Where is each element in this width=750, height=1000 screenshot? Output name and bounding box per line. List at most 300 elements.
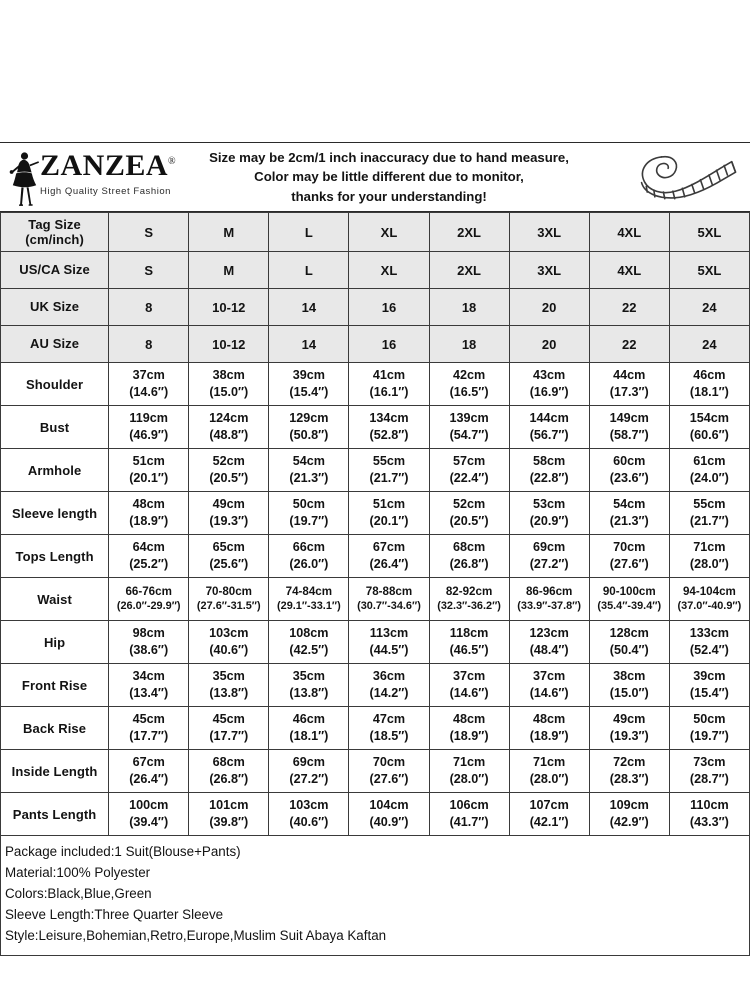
value-cm: 51cm: [372, 497, 406, 512]
row-label-front-rise: Front Rise: [1, 664, 109, 707]
brand-name-text: ZANZEA: [40, 149, 169, 182]
cell-tag-size-2xl: 2XL: [429, 213, 509, 252]
value-cm: 149cm: [609, 411, 649, 426]
value-cm: 133cm: [689, 626, 729, 641]
cell-pants-length-l: [269, 793, 349, 836]
value-cm: 66-76cm: [125, 585, 172, 599]
cell-uk-m: 10-12: [189, 289, 269, 326]
cell-hip-4xl: [589, 621, 669, 664]
table-row-hip: [1, 621, 750, 664]
cell-us-ca-m: M: [189, 252, 269, 289]
value-inch: (13.4″): [129, 686, 169, 700]
table-row-tag-size: [1, 213, 750, 252]
value-inch: (13.8″): [209, 686, 249, 700]
value-inch: (38.6″): [129, 643, 169, 657]
value-inch: (20.5″): [449, 514, 489, 528]
cell-tops-length-3xl: [509, 535, 589, 578]
value-cm: 70-80cm: [205, 585, 252, 599]
value-inch: (28.0″): [689, 557, 729, 571]
cell-pants-length-4xl: [589, 793, 669, 836]
value-cm: 98cm: [132, 626, 165, 641]
value-cm: 39cm: [693, 669, 726, 684]
cell-hip-5xl: [669, 621, 749, 664]
value-cm: 35cm: [212, 669, 245, 684]
cell-pants-length-s: [109, 793, 189, 836]
value-inch: (24.0″): [689, 471, 729, 485]
cell-sleeve-length-s: [109, 492, 189, 535]
cell-waist-l: [269, 578, 349, 621]
value-inch: (43.3″): [689, 815, 729, 829]
value-cm: 134cm: [369, 411, 409, 426]
value-cm: 45cm: [212, 712, 245, 727]
value-inch: (15.0″): [609, 686, 649, 700]
value-cm: 107cm: [529, 798, 569, 813]
row-label-waist: Waist: [1, 578, 109, 621]
value-inch: (21.7″): [369, 471, 409, 485]
cell-tag-size-5xl: 5XL: [669, 213, 749, 252]
value-cm: 70cm: [613, 540, 646, 555]
value-inch: (19.3″): [609, 729, 649, 743]
value-cm: 47cm: [372, 712, 406, 727]
cell-tag-size-l: L: [269, 213, 349, 252]
cell-tag-size-xl: XL: [349, 213, 429, 252]
cell-inside-length-5xl: [669, 750, 749, 793]
cell-tops-length-5xl: [669, 535, 749, 578]
chart-header-banner: [0, 142, 750, 212]
value-cm: 74-84cm: [285, 585, 333, 599]
value-cm: 35cm: [292, 669, 325, 684]
value-inch: (15.0″): [209, 385, 249, 399]
value-inch: (17.7″): [129, 729, 169, 743]
value-inch: (40.6″): [209, 643, 249, 657]
value-inch: (18.5″): [369, 729, 409, 743]
value-cm: 46cm: [292, 712, 325, 727]
value-cm: 109cm: [609, 798, 649, 813]
size-table: [0, 212, 750, 836]
cell-tag-size-s: S: [109, 213, 189, 252]
row-label-bust: Bust: [1, 406, 109, 449]
value-cm: 50cm: [292, 497, 325, 512]
row-label-armhole: Armhole: [1, 449, 109, 492]
value-inch: (15.4″): [689, 686, 729, 700]
cell-inside-length-2xl: [429, 750, 509, 793]
value-cm: 154cm: [689, 411, 729, 426]
cell-tops-length-m: [189, 535, 269, 578]
value-inch: (23.6″): [609, 471, 649, 485]
cell-tops-length-xl: [349, 535, 429, 578]
cell-us-ca-l: L: [269, 252, 349, 289]
value-cm: 100cm: [129, 798, 169, 813]
value-inch: (39.8″): [209, 815, 249, 829]
cell-shoulder-l: [269, 363, 349, 406]
cell-pants-length-m: [189, 793, 269, 836]
cell-au-3xl: 20: [509, 326, 589, 363]
value-inch: (28.0″): [529, 772, 569, 786]
row-label-pants-length: Pants Length: [1, 793, 109, 836]
value-inch: (26.8″): [449, 557, 489, 571]
value-cm: 67cm: [132, 755, 165, 770]
value-cm: 49cm: [212, 497, 245, 512]
cell-pants-length-xl: [349, 793, 429, 836]
cell-uk-4xl: 22: [589, 289, 669, 326]
cell-waist-s: [109, 578, 189, 621]
cell-front-rise-xl: [349, 664, 429, 707]
cell-au-s: 8: [109, 326, 189, 363]
value-cm: 104cm: [369, 798, 409, 813]
brand-tagline: High Quality Street Fashion: [40, 186, 172, 197]
value-inch: (40.9″): [369, 815, 409, 829]
table-row-bust: [1, 406, 750, 449]
value-inch: (16.9″): [529, 385, 569, 399]
value-cm: 123cm: [529, 626, 569, 641]
cell-back-rise-3xl: [509, 707, 589, 750]
measuring-tape-icon: [633, 147, 745, 208]
value-cm: 58cm: [533, 454, 566, 469]
cell-front-rise-m: [189, 664, 269, 707]
cell-back-rise-2xl: [429, 707, 509, 750]
cell-sleeve-length-2xl: [429, 492, 509, 535]
value-inch: (50.8″): [289, 428, 329, 442]
row-label-au-size: AU Size: [1, 326, 109, 363]
value-inch: (32.3″-36.2″): [437, 600, 501, 613]
cell-back-rise-xl: [349, 707, 429, 750]
value-cm: 69cm: [533, 540, 566, 555]
cell-bust-2xl: [429, 406, 509, 449]
cell-shoulder-xl: [349, 363, 429, 406]
cell-us-ca-4xl: 4XL: [589, 252, 669, 289]
cell-hip-2xl: [429, 621, 509, 664]
value-cm: 37cm: [533, 669, 566, 684]
notice-line-1: Size may be 2cm/1 inch inaccuracy due to hand measure,: [209, 149, 569, 165]
value-inch: (19.7″): [689, 729, 729, 743]
value-cm: 90-100cm: [602, 585, 656, 599]
table-row-us-ca-size: [1, 252, 750, 289]
cell-back-rise-5xl: [669, 707, 749, 750]
cell-us-ca-2xl: 2XL: [429, 252, 509, 289]
row-label-back-rise: Back Rise: [1, 707, 109, 750]
cell-tag-size-4xl: 4XL: [589, 213, 669, 252]
cell-waist-3xl: [509, 578, 589, 621]
cell-waist-5xl: [669, 578, 749, 621]
cell-back-rise-4xl: [589, 707, 669, 750]
cell-armhole-5xl: [669, 449, 749, 492]
value-cm: 103cm: [209, 626, 249, 641]
cell-front-rise-4xl: [589, 664, 669, 707]
value-inch: (27.6″): [369, 772, 409, 786]
table-row-waist: [1, 578, 750, 621]
cell-shoulder-s: [109, 363, 189, 406]
note-package: Package included:1 Suit(Blouse+Pants): [5, 844, 241, 859]
value-cm: 43cm: [533, 368, 566, 383]
value-cm: 50cm: [693, 712, 726, 727]
value-cm: 67cm: [372, 540, 406, 555]
cell-tops-length-l: [269, 535, 349, 578]
value-inch: (20.9″): [529, 514, 569, 528]
cell-bust-xl: [349, 406, 429, 449]
cell-shoulder-5xl: [669, 363, 749, 406]
value-cm: 128cm: [609, 626, 649, 641]
cell-pants-length-2xl: [429, 793, 509, 836]
value-cm: 65cm: [212, 540, 245, 555]
value-cm: 55cm: [372, 454, 406, 469]
cell-sleeve-length-3xl: [509, 492, 589, 535]
cell-shoulder-m: [189, 363, 269, 406]
cell-au-2xl: 18: [429, 326, 509, 363]
value-inch: (20.1″): [129, 471, 169, 485]
value-inch: (48.4″): [529, 643, 569, 657]
value-cm: 34cm: [132, 669, 165, 684]
cell-bust-m: [189, 406, 269, 449]
value-cm: 94-104cm: [682, 585, 736, 599]
value-cm: 37cm: [132, 368, 165, 383]
value-cm: 52cm: [452, 497, 486, 512]
notice-line-2: Color may be little different due to monitor,: [254, 169, 524, 185]
value-cm: 66cm: [292, 540, 325, 555]
cell-hip-3xl: [509, 621, 589, 664]
row-label-us-ca-size: US/CA Size: [1, 252, 109, 289]
cell-uk-xl: 16: [349, 289, 429, 326]
table-row-sleeve-length: [1, 492, 750, 535]
value-inch: (35.4″-39.4″): [597, 600, 662, 613]
value-inch: (14.6″): [129, 385, 169, 399]
brand-name: [40, 149, 176, 182]
cell-inside-length-4xl: [589, 750, 669, 793]
cell-waist-2xl: [429, 578, 509, 621]
value-inch: (29.1″-33.1″): [277, 600, 341, 613]
value-cm: 51cm: [132, 454, 165, 469]
value-cm: 86-96cm: [525, 585, 573, 599]
value-inch: (40.6″): [289, 815, 329, 829]
value-inch: (46.5″): [449, 643, 489, 657]
cell-armhole-l: [269, 449, 349, 492]
value-cm: 46cm: [693, 368, 726, 383]
value-inch: (14.2″): [369, 686, 409, 700]
note-colors: Colors:Black,Blue,Green: [5, 885, 152, 901]
value-cm: 41cm: [372, 368, 406, 383]
cell-pants-length-5xl: [669, 793, 749, 836]
cell-sleeve-length-5xl: [669, 492, 749, 535]
value-inch: (20.5″): [209, 471, 249, 485]
size-chart-sheet: [0, 142, 750, 956]
value-cm: 54cm: [292, 454, 325, 469]
value-cm: 64cm: [132, 540, 165, 555]
cell-tag-size-3xl: 3XL: [509, 213, 589, 252]
cell-uk-2xl: 18: [429, 289, 509, 326]
value-inch: (15.4″): [289, 385, 329, 399]
cell-waist-4xl: [589, 578, 669, 621]
cell-back-rise-l: [269, 707, 349, 750]
cell-shoulder-4xl: [589, 363, 669, 406]
cell-au-5xl: 24: [669, 326, 749, 363]
value-inch: (48.8″): [209, 428, 249, 442]
value-cm: 53cm: [533, 497, 566, 512]
value-inch: (26.4″): [129, 772, 169, 786]
value-inch: (17.7″): [209, 729, 249, 743]
value-inch: (37.0″-40.9″): [677, 600, 742, 613]
value-inch: (22.8″): [529, 471, 569, 485]
value-inch: (27.2″): [289, 772, 329, 786]
value-inch: (26.0″): [289, 557, 329, 571]
value-cm: 71cm: [533, 755, 566, 770]
value-cm: 48cm: [452, 712, 486, 727]
cell-sleeve-length-l: [269, 492, 349, 535]
value-inch: (21.3″): [289, 471, 329, 485]
table-row-shoulder: [1, 363, 750, 406]
cell-bust-5xl: [669, 406, 749, 449]
product-notes: [0, 836, 750, 956]
value-inch: (21.3″): [609, 514, 649, 528]
row-label-sleeve-length: Sleeve length: [1, 492, 109, 535]
cell-shoulder-2xl: [429, 363, 509, 406]
value-inch: (52.4″): [689, 643, 729, 657]
cell-uk-l: 14: [269, 289, 349, 326]
cell-armhole-4xl: [589, 449, 669, 492]
value-inch: (18.9″): [129, 514, 169, 528]
value-inch: (54.7″): [449, 428, 489, 442]
value-cm: 139cm: [449, 411, 489, 426]
cell-uk-5xl: 24: [669, 289, 749, 326]
row-label-shoulder: Shoulder: [1, 363, 109, 406]
value-inch: (58.7″): [609, 428, 649, 442]
measurement-notice: [178, 148, 628, 206]
value-cm: 36cm: [372, 669, 406, 684]
note-sleeve-length: Sleeve Length:Three Quarter Sleeve: [5, 906, 224, 922]
value-cm: 106cm: [449, 798, 489, 813]
value-cm: 101cm: [209, 798, 249, 813]
value-inch: (22.4″): [449, 471, 489, 485]
value-inch: (25.2″): [129, 557, 169, 571]
table-row-tops-length: [1, 535, 750, 578]
cell-shoulder-3xl: [509, 363, 589, 406]
cell-front-rise-5xl: [669, 664, 749, 707]
value-cm: 72cm: [613, 755, 646, 770]
value-cm: 37cm: [452, 669, 486, 684]
value-inch: (14.6″): [449, 686, 489, 700]
cell-armhole-m: [189, 449, 269, 492]
cell-front-rise-3xl: [509, 664, 589, 707]
cell-waist-xl: [349, 578, 429, 621]
cell-front-rise-s: [109, 664, 189, 707]
cell-sleeve-length-m: [189, 492, 269, 535]
cell-bust-s: [109, 406, 189, 449]
value-cm: 38cm: [212, 368, 245, 383]
woman-silhouette-icon: [8, 150, 42, 206]
value-inch: (26.8″): [209, 772, 249, 786]
cell-bust-4xl: [589, 406, 669, 449]
value-cm: 110cm: [690, 798, 729, 813]
value-inch: (25.6″): [209, 557, 249, 571]
value-cm: 113cm: [369, 626, 409, 641]
row-label-tops-length: Tops Length: [1, 535, 109, 578]
table-row-inside-length: [1, 750, 750, 793]
value-cm: 45cm: [132, 712, 165, 727]
cell-armhole-xl: [349, 449, 429, 492]
cell-sleeve-length-xl: [349, 492, 429, 535]
value-inch: (39.4″): [129, 815, 169, 829]
value-inch: (18.9″): [449, 729, 489, 743]
value-inch: (60.6″): [689, 428, 729, 442]
cell-uk-s: 8: [109, 289, 189, 326]
value-cm: 68cm: [452, 540, 486, 555]
cell-us-ca-xl: XL: [349, 252, 429, 289]
cell-bust-l: [269, 406, 349, 449]
value-cm: 71cm: [693, 540, 726, 555]
cell-tops-length-4xl: [589, 535, 669, 578]
cell-au-4xl: 22: [589, 326, 669, 363]
value-inch: (42.5″): [289, 643, 329, 657]
note-style: Style:Leisure,Bohemian,Retro,Europe,Muslim Suit Abaya Kaftan: [5, 927, 387, 943]
value-inch: (41.7″): [449, 815, 489, 829]
value-inch: (16.5″): [449, 385, 489, 399]
value-inch: (13.8″): [289, 686, 329, 700]
value-inch: (27.6″-31.5″): [196, 600, 261, 613]
value-cm: 78-88cm: [365, 585, 413, 599]
cell-hip-s: [109, 621, 189, 664]
value-inch: (27.6″): [609, 557, 649, 571]
value-inch: (42.9″): [609, 815, 649, 829]
cell-front-rise-l: [269, 664, 349, 707]
cell-tops-length-s: [109, 535, 189, 578]
value-cm: 108cm: [289, 626, 329, 641]
value-cm: 73cm: [693, 755, 726, 770]
table-row-back-rise: [1, 707, 750, 750]
value-inch: (56.7″): [529, 428, 569, 442]
table-row-pants-length: [1, 793, 750, 836]
value-cm: 44cm: [613, 368, 646, 383]
cell-bust-3xl: [509, 406, 589, 449]
value-cm: 61cm: [693, 454, 726, 469]
value-inch: (28.7″): [689, 772, 729, 786]
row-label-line-1: Tag Size: [28, 216, 81, 232]
value-cm: 129cm: [289, 411, 329, 426]
row-label-inside-length: Inside Length: [1, 750, 109, 793]
brand-wordmark: [40, 148, 178, 199]
value-inch: (28.3″): [609, 772, 649, 786]
value-cm: 39cm: [292, 368, 325, 383]
value-inch: (26.0″-29.9″): [116, 600, 181, 613]
cell-hip-l: [269, 621, 349, 664]
value-inch: (20.1″): [369, 514, 409, 528]
value-cm: 60cm: [613, 454, 646, 469]
cell-back-rise-m: [189, 707, 269, 750]
cell-inside-length-3xl: [509, 750, 589, 793]
value-inch: (18.1″): [289, 729, 329, 743]
table-row-au-size: [1, 326, 750, 363]
value-inch: (42.1″): [529, 815, 569, 829]
value-inch: (28.0″): [449, 772, 489, 786]
cell-us-ca-s: S: [109, 252, 189, 289]
registered-mark: ®: [168, 156, 177, 167]
value-cm: 71cm: [452, 755, 486, 770]
row-label-uk-size: UK Size: [1, 289, 109, 326]
value-inch: (14.6″): [529, 686, 569, 700]
value-inch: (27.2″): [529, 557, 569, 571]
note-material: Material:100% Polyester: [5, 864, 151, 880]
value-inch: (17.3″): [609, 385, 649, 399]
cell-tops-length-2xl: [429, 535, 509, 578]
value-cm: 48cm: [533, 712, 566, 727]
notice-line-3: thanks for your understanding!: [291, 188, 487, 204]
value-cm: 49cm: [613, 712, 646, 727]
value-cm: 42cm: [452, 368, 486, 383]
row-label-tag-size: [1, 213, 109, 252]
value-cm: 68cm: [212, 755, 245, 770]
value-cm: 54cm: [613, 497, 646, 512]
cell-back-rise-s: [109, 707, 189, 750]
cell-us-ca-3xl: 3XL: [509, 252, 589, 289]
row-label-line-2: (cm/inch): [25, 232, 84, 247]
value-cm: 69cm: [292, 755, 325, 770]
